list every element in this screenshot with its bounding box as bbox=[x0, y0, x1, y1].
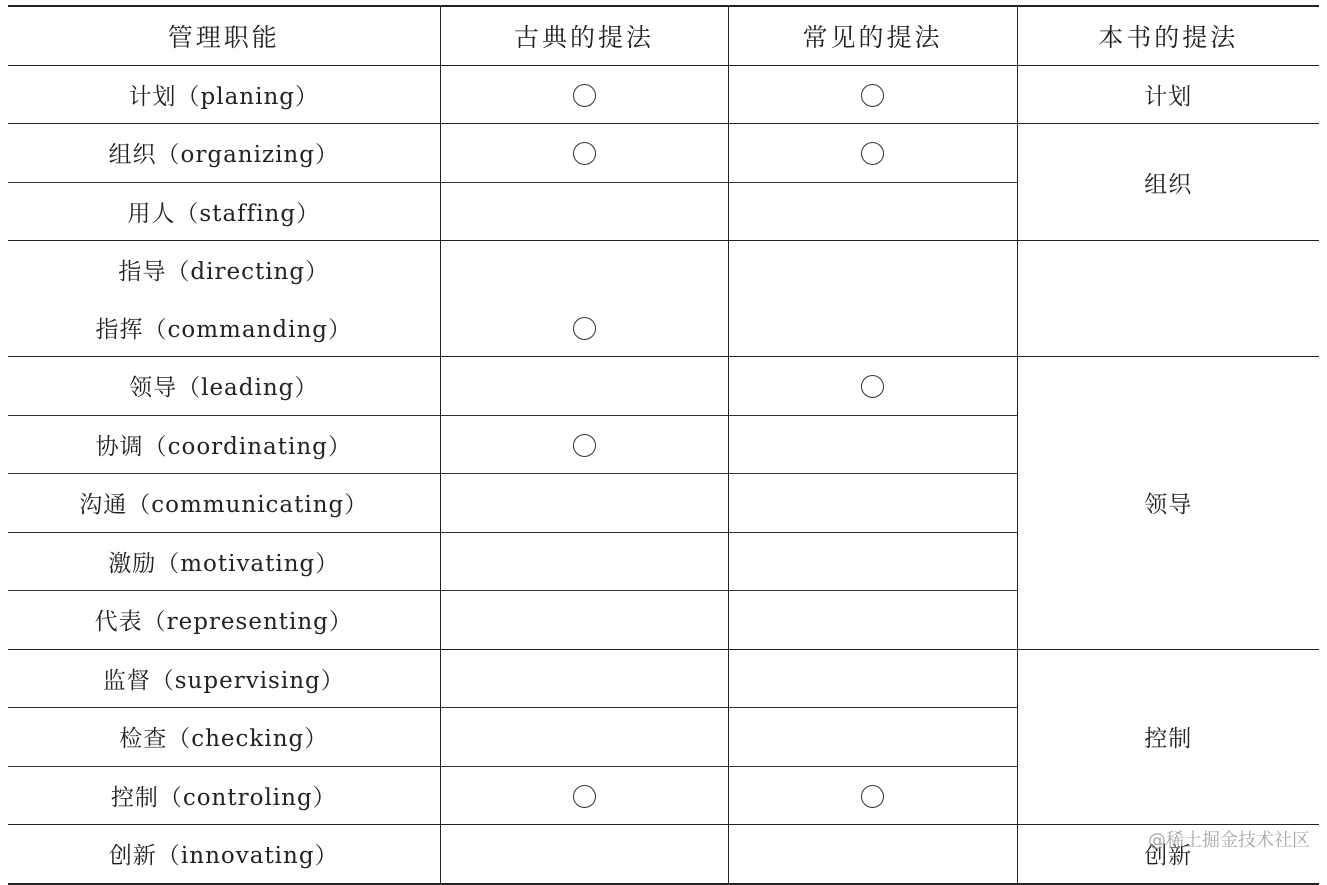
circle-mark-icon bbox=[861, 142, 884, 165]
classical-mark-cell bbox=[440, 474, 728, 533]
table-row bbox=[8, 124, 1319, 183]
book-term-cell: 领导 bbox=[1017, 357, 1319, 650]
table-row bbox=[8, 825, 1319, 884]
common-mark-cell bbox=[728, 357, 1017, 416]
book-term-cell bbox=[1017, 241, 1319, 357]
function-name-cell: 领导（leading） bbox=[8, 357, 440, 416]
circle-mark-icon bbox=[573, 434, 596, 457]
classical-mark-cell bbox=[440, 532, 728, 591]
common-mark-cell bbox=[728, 65, 1017, 124]
common-mark-cell bbox=[728, 474, 1017, 533]
header-classical: 古典的提法 bbox=[440, 6, 728, 65]
classical-mark-cell bbox=[440, 241, 728, 299]
function-name-cell: 计划（planing） bbox=[8, 65, 440, 124]
table-row bbox=[8, 241, 1319, 299]
function-name-cell: 控制（controling） bbox=[8, 766, 440, 825]
function-name-cell: 代表（representing） bbox=[8, 591, 440, 650]
function-name-cell: 激励（motivating） bbox=[8, 532, 440, 591]
header-common: 常见的提法 bbox=[728, 6, 1017, 65]
table-row bbox=[8, 649, 1319, 708]
function-name-cell: 指导（directing） bbox=[8, 241, 440, 299]
circle-mark-icon bbox=[861, 785, 884, 808]
common-mark-cell bbox=[728, 182, 1017, 241]
function-name-cell: 组织（organizing） bbox=[8, 124, 440, 183]
book-term-cell: 计划 bbox=[1017, 65, 1319, 124]
table-body bbox=[8, 65, 1319, 884]
common-mark-cell bbox=[728, 649, 1017, 708]
function-name-cell: 用人（staffing） bbox=[8, 182, 440, 241]
common-mark-cell bbox=[728, 708, 1017, 767]
book-term-cell: 控制 bbox=[1017, 649, 1319, 825]
classical-mark-cell bbox=[440, 415, 728, 474]
classical-mark-cell bbox=[440, 708, 728, 767]
common-mark-cell bbox=[728, 299, 1017, 357]
function-name-cell: 指挥（commanding） bbox=[8, 299, 440, 357]
common-mark-cell bbox=[728, 241, 1017, 299]
circle-mark-icon bbox=[861, 375, 884, 398]
classical-mark-cell bbox=[440, 182, 728, 241]
classical-mark-cell bbox=[440, 825, 728, 884]
common-mark-cell bbox=[728, 766, 1017, 825]
book-term-cell: 组织 bbox=[1017, 124, 1319, 241]
management-functions-table bbox=[8, 5, 1319, 885]
circle-mark-icon bbox=[861, 84, 884, 107]
header-row bbox=[8, 6, 1319, 65]
function-name-cell: 沟通（communicating） bbox=[8, 474, 440, 533]
table-row bbox=[8, 357, 1319, 416]
classical-mark-cell bbox=[440, 649, 728, 708]
classical-mark-cell bbox=[440, 65, 728, 124]
classical-mark-cell bbox=[440, 591, 728, 650]
table-header bbox=[8, 6, 1319, 65]
function-name-cell: 创新（innovating） bbox=[8, 825, 440, 884]
common-mark-cell bbox=[728, 124, 1017, 183]
circle-mark-icon bbox=[573, 785, 596, 808]
book-term-cell: 创新 bbox=[1017, 825, 1319, 884]
header-book: 本书的提法 bbox=[1017, 6, 1319, 65]
circle-mark-icon bbox=[573, 84, 596, 107]
watermark: @稀土掘金技术社区 bbox=[1148, 830, 1310, 851]
classical-mark-cell bbox=[440, 357, 728, 416]
classical-mark-cell bbox=[440, 299, 728, 357]
common-mark-cell bbox=[728, 825, 1017, 884]
classical-mark-cell bbox=[440, 124, 728, 183]
common-mark-cell bbox=[728, 532, 1017, 591]
circle-mark-icon bbox=[573, 142, 596, 165]
table-row bbox=[8, 65, 1319, 124]
common-mark-cell bbox=[728, 591, 1017, 650]
function-name-cell: 监督（supervising） bbox=[8, 649, 440, 708]
common-mark-cell bbox=[728, 415, 1017, 474]
circle-mark-icon bbox=[573, 317, 596, 340]
function-name-cell: 检查（checking） bbox=[8, 708, 440, 767]
function-name-cell: 协调（coordinating） bbox=[8, 415, 440, 474]
classical-mark-cell bbox=[440, 766, 728, 825]
header-function: 管理职能 bbox=[8, 6, 440, 65]
